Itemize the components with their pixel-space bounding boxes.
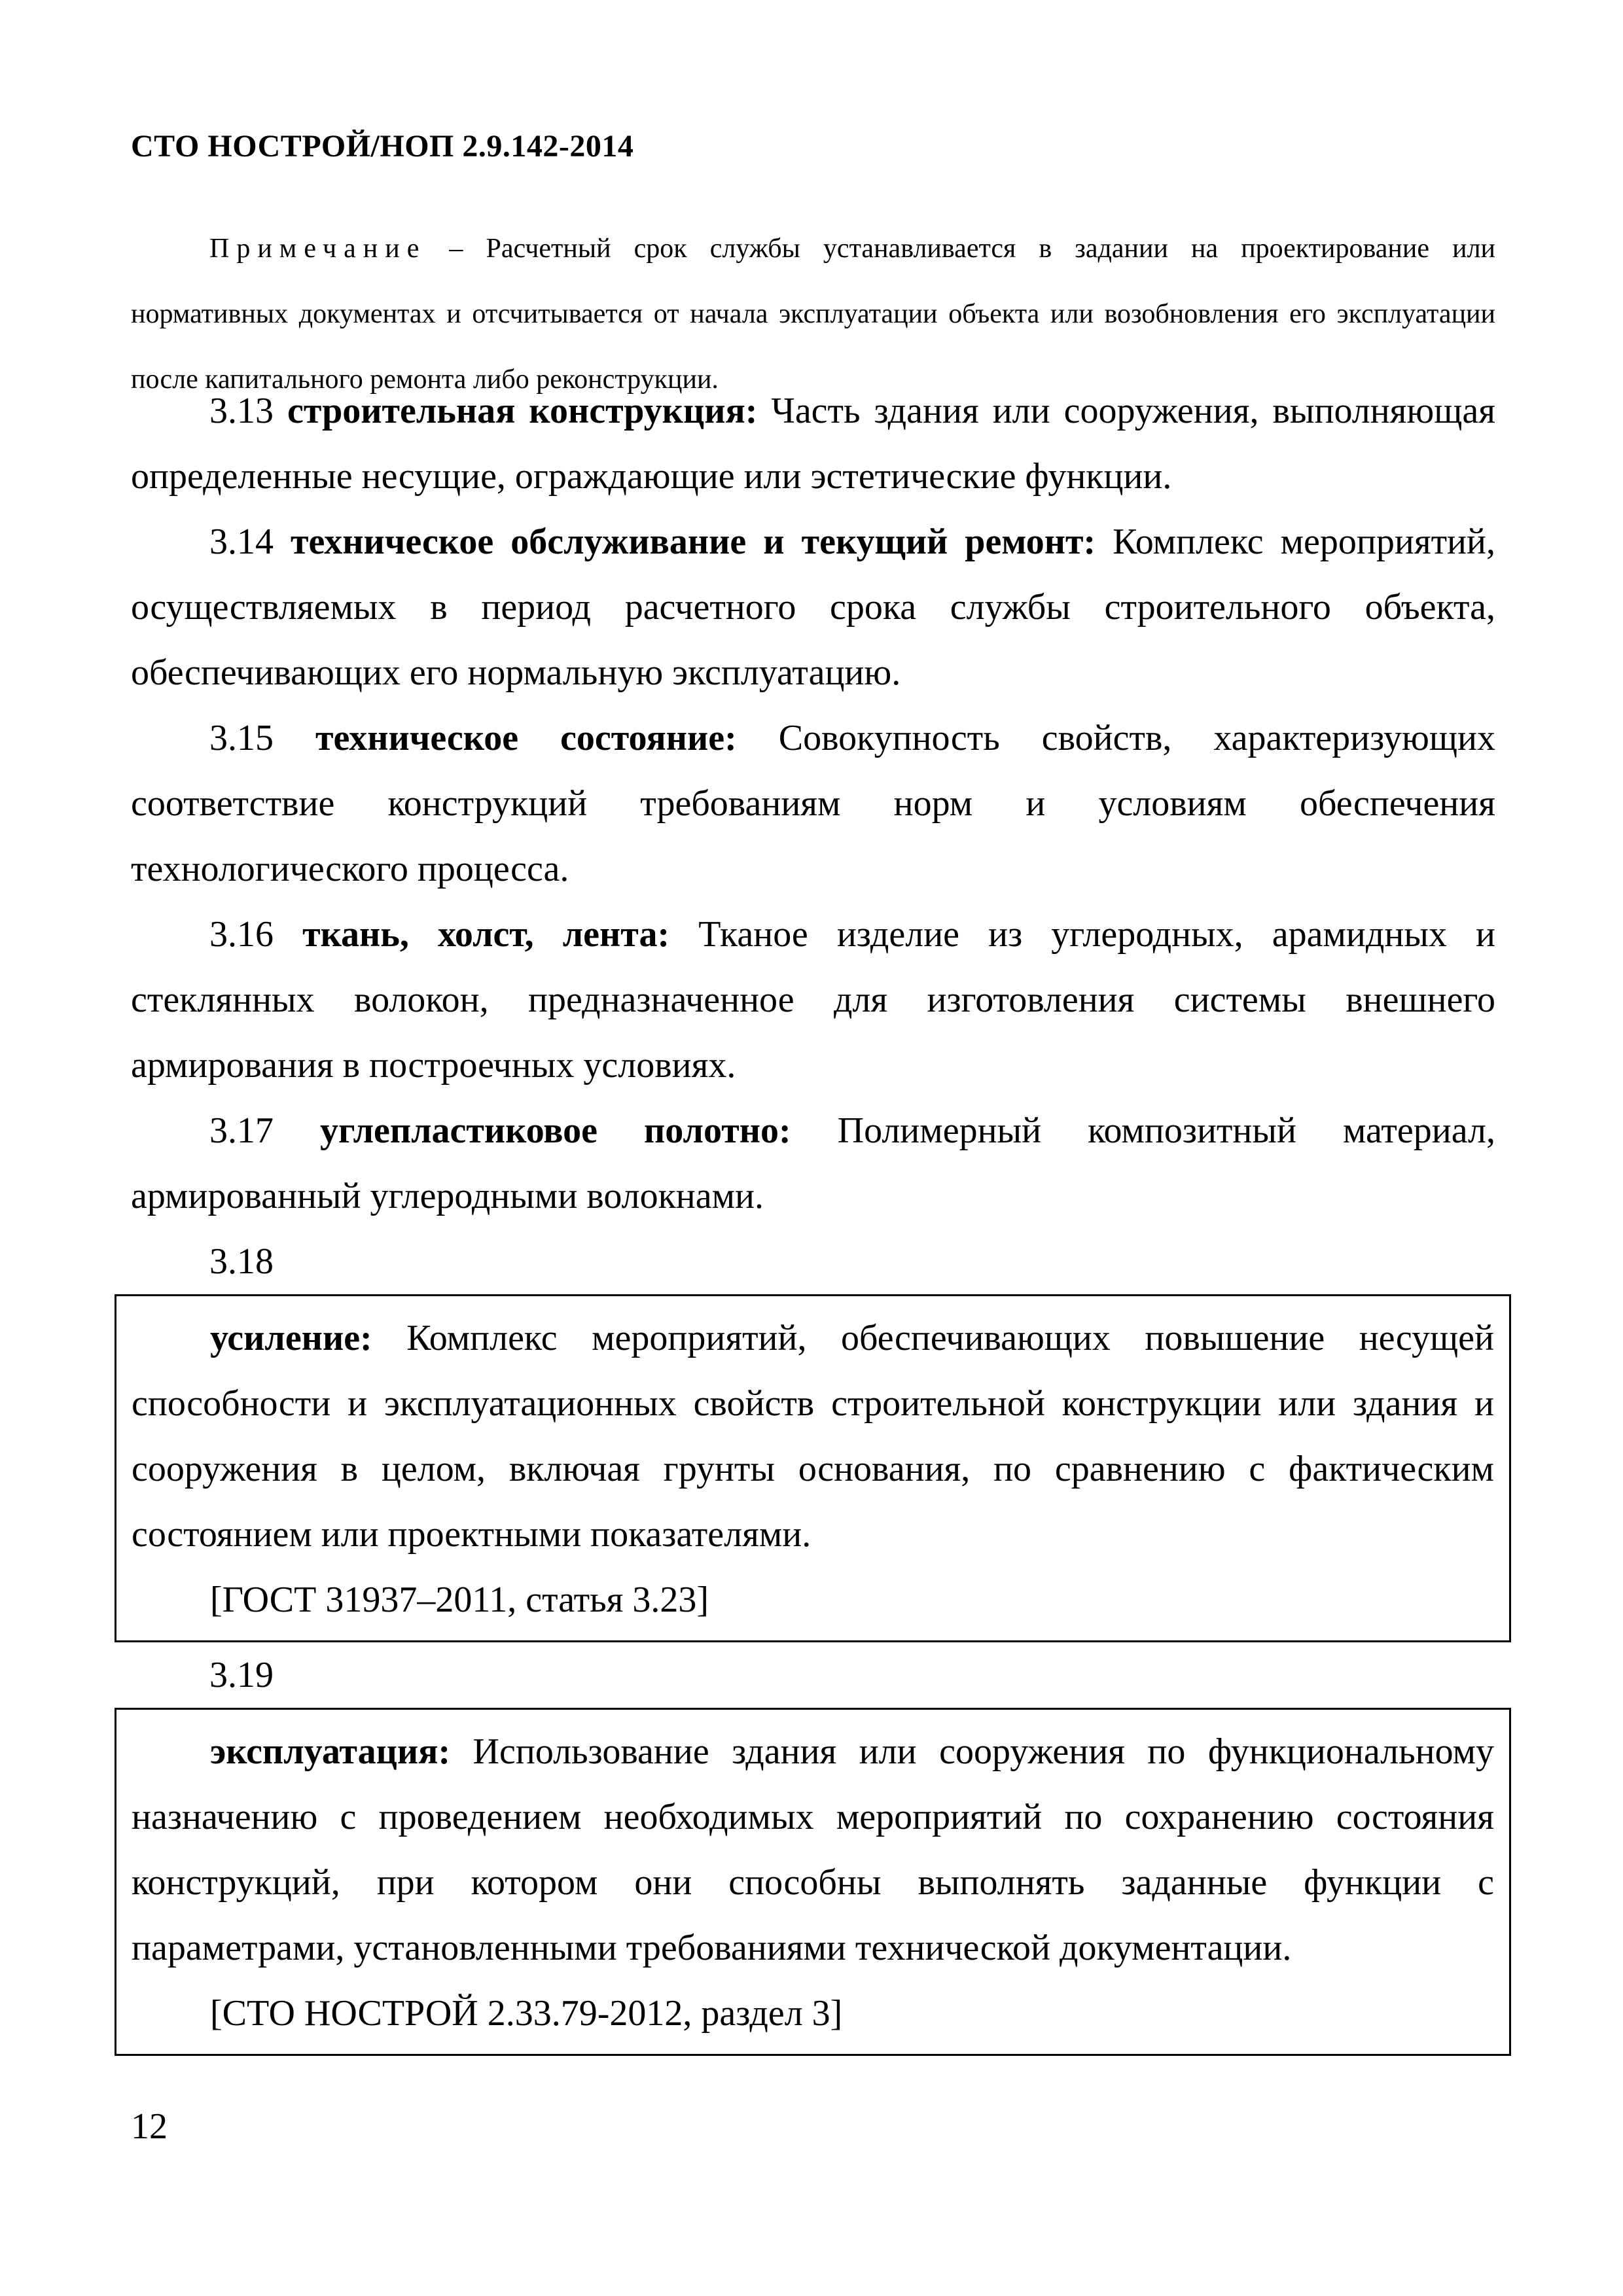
section-number: 3.13 [209, 391, 274, 431]
section-number: 3.16 [209, 914, 274, 955]
boxed-term: усиление: [210, 1318, 372, 1358]
section-number: 3.15 [209, 718, 274, 758]
section-3-15 [131, 705, 1495, 902]
boxed-term: эксплуатация: [210, 1731, 451, 1772]
section-term: техническое обслуживание и текущий ремонт: [291, 521, 1096, 562]
section-3-17 [131, 1098, 1495, 1229]
section-definition: Комплекс мероприятий, осуществляемых в период расчетного срока службы строительного объекта, обеспечивающих его нормальную эксплуатацию. [131, 521, 1495, 693]
source-reference: [СТО НОСТРОЙ 2.33.79-2012, раздел 3] [210, 1993, 843, 2034]
boxed-definition-text: Использование здания или сооружения по функциональному назначению с проведением необходимых мероприятий по сохранению состояния конструкций, при котором они способны выполнять заданные функции с параметрами, установленными требованиями технической документации. [132, 1731, 1494, 1968]
section-term: ткань, холст, лента: [302, 914, 670, 955]
section-definition: Тканое изделие из углеродных, арамидных и стеклянных волокон, предназначенное для изготовления системы внешнего армирования в построечных условиях. [131, 914, 1496, 1086]
boxed-definition [132, 1719, 1494, 1981]
section-3-13 [131, 378, 1495, 509]
section-number: 3.17 [209, 1110, 274, 1151]
note-text: – Расчетный срок службы устанавливается в задании на проектирование или нормативных документах и отсчитывается от начала эксплуатации объекта или возобновления его эксплуатации после капитального ремонта либо реконструкции. [131, 234, 1495, 395]
boxed-definition-text: Комплекс мероприятий, обеспечивающих повышение несущей способности и эксплуатационных свойств строительной конструкции или здания и сооружения в целом, включая грунты основания, по сравнению с фактическим состоянием или проектными показателями. [132, 1318, 1494, 1555]
section-3-16 [131, 902, 1495, 1098]
boxed-definition [132, 1305, 1494, 1567]
section-term: углепластиковое полотно: [320, 1110, 791, 1151]
quoted-definition-box [115, 1294, 1511, 1642]
page-number: 12 [131, 2106, 168, 2147]
section-definition: Часть здания или сооружения, выполняющая определенные несущие, ограждающие или эстетические функции. [131, 391, 1496, 497]
section-definition: Совокупность свойств, характеризующих соответствие конструкций требованиям норм и условиям обеспечения технологического процесса. [131, 718, 1495, 889]
section-number: 3.14 [209, 521, 274, 562]
quoted-definition-box [115, 1708, 1511, 2056]
section-definition: Полимерный композитный материал, армированный углеродными волокнами. [131, 1110, 1495, 1216]
section-term: техническое состояние: [315, 718, 737, 758]
section-term: строительная конструкция: [287, 391, 758, 431]
note-label: Примечание [209, 234, 427, 264]
section-3-19-number: 3.19 [209, 1655, 274, 1695]
section-3-14 [131, 509, 1495, 705]
source-reference: [ГОСТ 31937–2011, статья 3.23] [210, 1580, 709, 1620]
document-code-header: СТО НОСТРОЙ/НОП 2.9.142-2014 [131, 129, 634, 164]
section-3-18-number: 3.18 [209, 1241, 274, 1282]
